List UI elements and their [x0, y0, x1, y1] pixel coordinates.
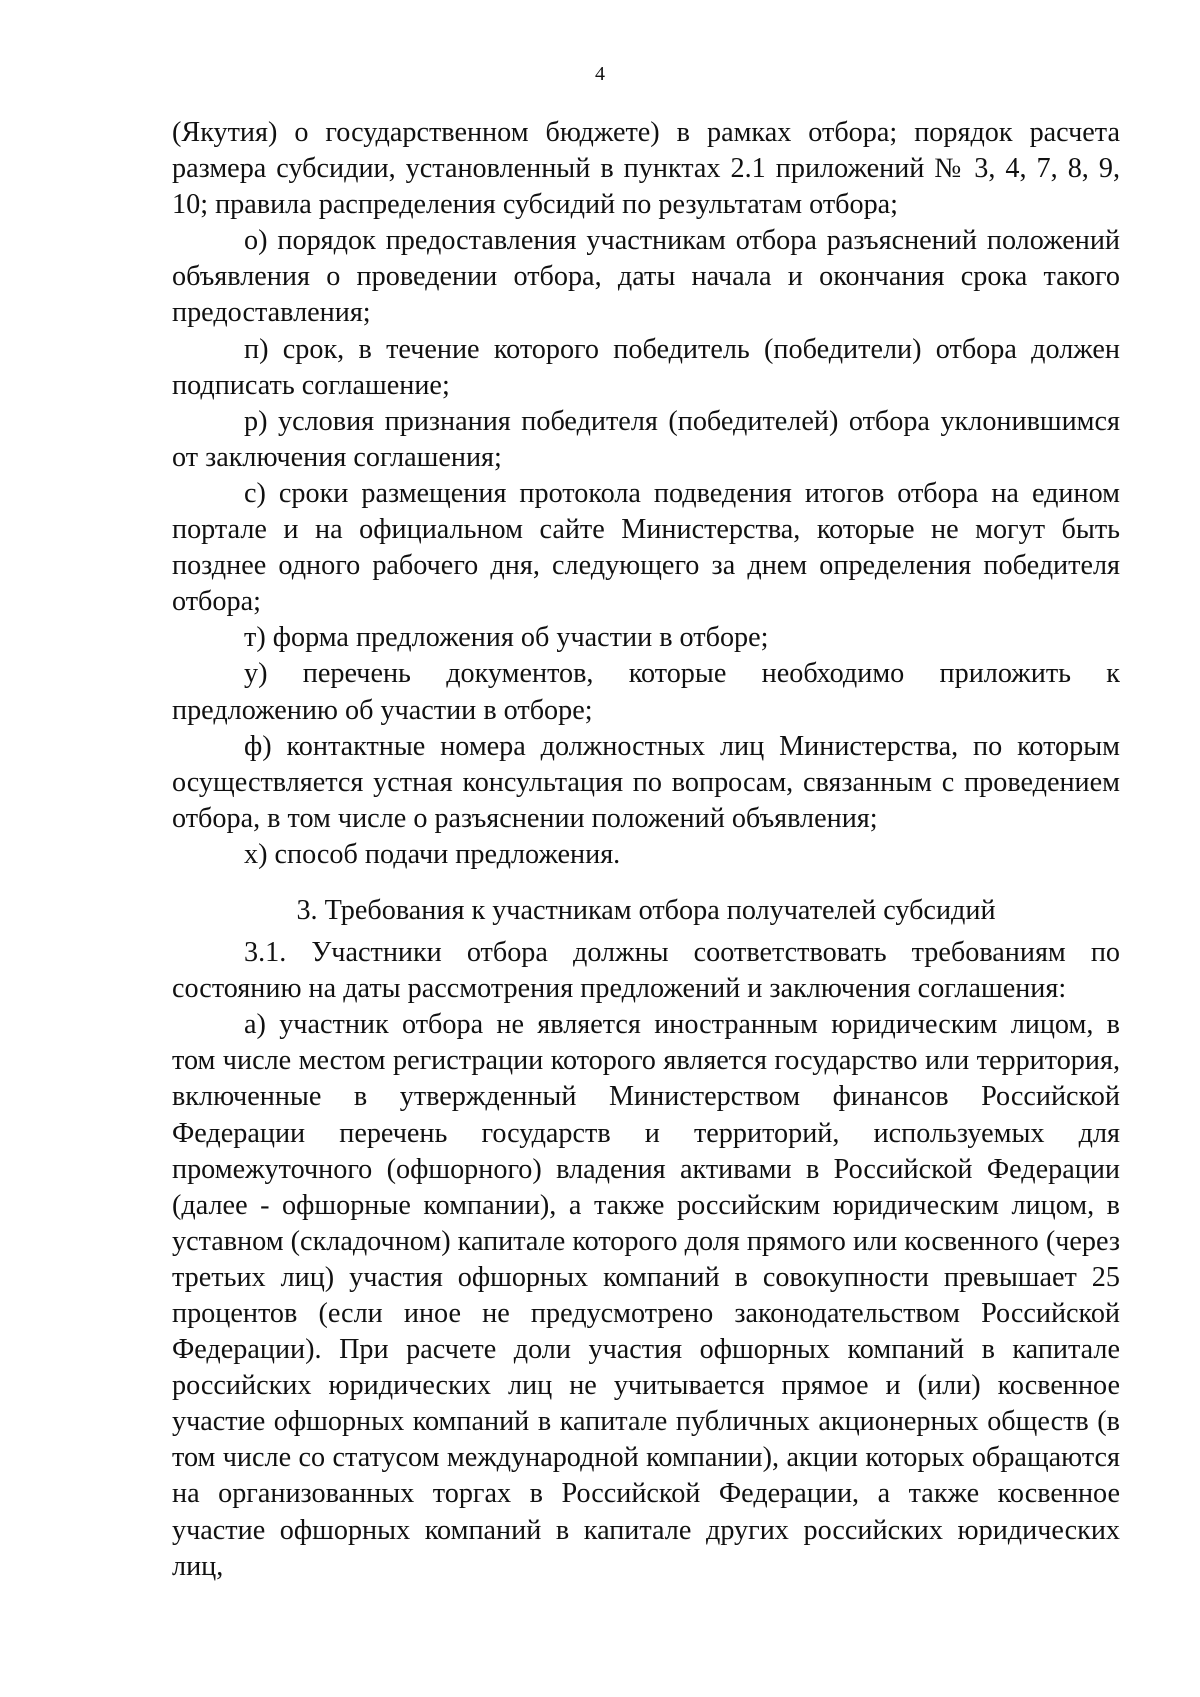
list-item-p: п) срок, в течение которого победитель (победители) отбора должен подписать соглашение;	[172, 333, 1120, 401]
clause-3-1: 3.1. Участники отбора должны соответствовать требованиям по состоянию на даты рассмотрения предложений и заключения соглашения:	[172, 937, 1120, 1005]
list-item-o: о) порядок предоставления участникам отбора разъяснений положений объявления о проведении отбора, даты начала и окончания срока такого предоставления;	[172, 225, 1120, 329]
document-body	[172, 115, 1120, 1585]
page-number: 4	[595, 63, 605, 85]
continuation-paragraph: (Якутия) о государственном бюджете) в рамках отбора; порядок расчета размера субсидии, установленный в пунктах 2.1 приложений № 3, 4, 7, 8, 9, 10; правила распределения субсидий по результатам отбора;	[172, 117, 1120, 221]
list-item-t: т) форма предложения об участии в отборе;	[244, 622, 769, 654]
list-item-s: с) сроки размещения протокола подведения итогов отбора на едином портале и на официальном сайте Министерства, которые не могут быть позднее одного рабочего дня, следующего за днем определения победителя отбора;	[172, 477, 1120, 618]
list-item-r: р) условия признания победителя (победителей) отбора уклонившимся от заключения соглашения;	[172, 405, 1120, 473]
clause-3-1-a: а) участник отбора не является иностранным юридическим лицом, в том числе местом регистрации которого является государство или территория, включенные в утвержденный Министерством финансов Российской Федерации перечень государств и территорий, используемых для промежуточного (офшорного) владения активами в Российской Федерации (далее - офшорные компании), а также российским юридическим лицом, в уставном (складочном) капитале которого доля прямого или косвенного (через третьих лиц) участия офшорных компаний в совокупности превышает 25 процентов (если иное не предусмотрено законодательством Российской Федерации). При расчете доли участия офшорных компаний в капитале российских юридических лиц не учитывается прямое и (или) косвенное участие офшорных компаний в капитале публичных акционерных обществ (в том числе со статусом международной компании), акции которых обращаются на организованных торгах в Российской Федерации, а также косвенное участие офшорных компаний в капитале других российских юридических лиц,	[172, 1009, 1120, 1582]
list-item-f: ф) контактные номера должностных лиц Министерства, по которым осуществляется устная консультация по вопросам, связанным с проведением отбора, в том числе о разъяснении положений объявления;	[172, 730, 1120, 834]
list-item-u: у) перечень документов, которые необходимо приложить к предложению об участии в отборе;	[172, 658, 1120, 726]
section-heading: 3. Требования к участникам отбора получателей субсидий	[296, 894, 996, 926]
list-item-h: х) способ подачи предложения.	[244, 838, 621, 870]
